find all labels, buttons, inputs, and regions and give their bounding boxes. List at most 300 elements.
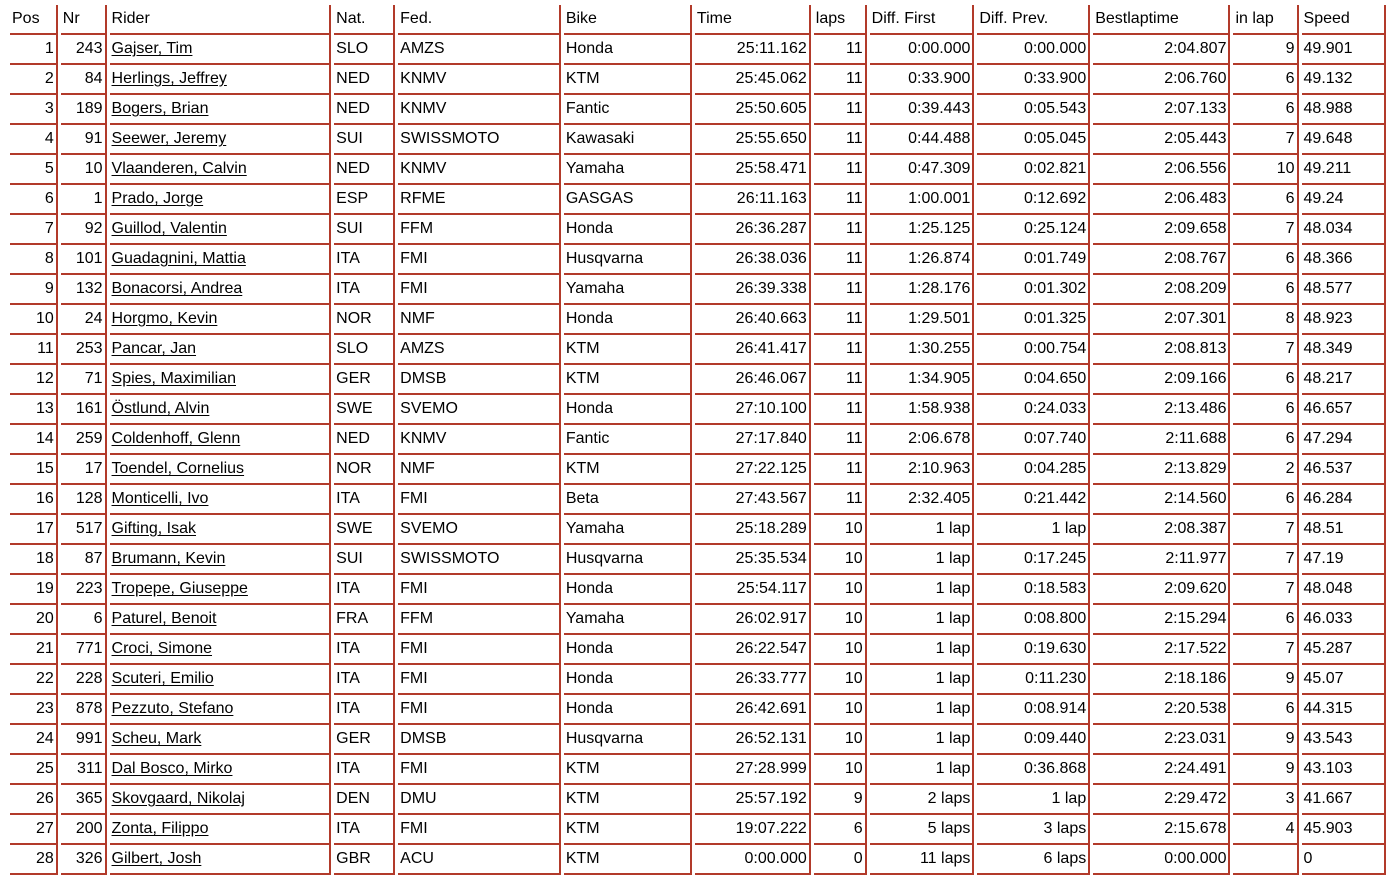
cell-in-lap: 6 bbox=[1233, 245, 1298, 275]
table-row bbox=[10, 65, 1386, 95]
cell-speed: 49.211 bbox=[1302, 155, 1386, 185]
rider-link[interactable]: Bonacorsi, Andrea bbox=[111, 280, 243, 297]
cell-rider bbox=[110, 665, 332, 695]
cell-in-lap: 6 bbox=[1233, 605, 1298, 635]
cell-rider bbox=[110, 605, 332, 635]
cell-pos: 15 bbox=[10, 455, 58, 485]
cell-diff-prev: 0:09.440 bbox=[977, 725, 1090, 755]
cell-nat: NOR bbox=[334, 305, 395, 335]
rider-link[interactable]: Guadagnini, Mattia bbox=[111, 250, 246, 267]
cell-diff-prev: 0:17.245 bbox=[977, 545, 1090, 575]
cell-in-lap: 6 bbox=[1233, 395, 1298, 425]
rider-link[interactable]: Brumann, Kevin bbox=[111, 550, 226, 567]
cell-pos: 9 bbox=[10, 275, 58, 305]
cell-pos: 19 bbox=[10, 575, 58, 605]
cell-nat: ITA bbox=[334, 695, 395, 725]
cell-diff-first: 1:25.125 bbox=[870, 215, 975, 245]
cell-bestlaptime: 0:00.000 bbox=[1093, 845, 1230, 875]
cell-time: 27:10.100 bbox=[695, 395, 811, 425]
cell-pos: 12 bbox=[10, 365, 58, 395]
cell-time: 25:54.117 bbox=[695, 575, 811, 605]
cell-nr: 253 bbox=[61, 335, 107, 365]
cell-bike: Yamaha bbox=[564, 155, 692, 185]
cell-nat: GER bbox=[334, 365, 395, 395]
cell-nr: 189 bbox=[61, 95, 107, 125]
cell-time: 26:02.917 bbox=[695, 605, 811, 635]
table-row bbox=[10, 725, 1386, 755]
cell-fed: KNMV bbox=[398, 425, 561, 455]
cell-diff-first: 1:26.874 bbox=[870, 245, 975, 275]
cell-time: 26:40.663 bbox=[695, 305, 811, 335]
cell-nat: ITA bbox=[334, 815, 395, 845]
cell-diff-first: 1:58.938 bbox=[870, 395, 975, 425]
cell-in-lap: 9 bbox=[1233, 665, 1298, 695]
cell-nat: NED bbox=[334, 95, 395, 125]
cell-laps: 10 bbox=[814, 575, 867, 605]
cell-laps: 11 bbox=[814, 455, 867, 485]
cell-laps: 9 bbox=[814, 785, 867, 815]
cell-diff-first: 11 laps bbox=[870, 845, 975, 875]
rider-link[interactable]: Seewer, Jeremy bbox=[111, 130, 227, 147]
cell-bike: KTM bbox=[564, 335, 692, 365]
cell-in-lap: 6 bbox=[1233, 695, 1298, 725]
cell-laps: 10 bbox=[814, 545, 867, 575]
cell-fed: DMU bbox=[398, 785, 561, 815]
cell-nr: 24 bbox=[61, 305, 107, 335]
rider-link[interactable]: Pancar, Jan bbox=[111, 340, 197, 357]
cell-in-lap: 7 bbox=[1233, 125, 1298, 155]
cell-diff-first: 1:34.905 bbox=[870, 365, 975, 395]
cell-pos: 6 bbox=[10, 185, 58, 215]
col-header-pos: Pos bbox=[10, 5, 58, 35]
cell-nat: ITA bbox=[334, 275, 395, 305]
cell-pos: 24 bbox=[10, 725, 58, 755]
rider-link[interactable]: Scheu, Mark bbox=[111, 730, 202, 747]
cell-rider bbox=[110, 125, 332, 155]
cell-laps: 6 bbox=[814, 815, 867, 845]
cell-diff-first: 0:44.488 bbox=[870, 125, 975, 155]
cell-nat: SLO bbox=[334, 35, 395, 65]
cell-rider bbox=[110, 515, 332, 545]
cell-bestlaptime: 2:08.387 bbox=[1093, 515, 1230, 545]
cell-speed: 41.667 bbox=[1302, 785, 1386, 815]
table-row bbox=[10, 155, 1386, 185]
cell-speed: 48.048 bbox=[1302, 575, 1386, 605]
cell-laps: 11 bbox=[814, 335, 867, 365]
cell-laps: 11 bbox=[814, 125, 867, 155]
rider-link[interactable]: Herlings, Jeffrey bbox=[111, 70, 227, 87]
table-row bbox=[10, 425, 1386, 455]
cell-fed: FMI bbox=[398, 815, 561, 845]
cell-in-lap: 9 bbox=[1233, 755, 1298, 785]
cell-bike: KTM bbox=[564, 815, 692, 845]
cell-bike: Fantic bbox=[564, 95, 692, 125]
cell-nat: SLO bbox=[334, 335, 395, 365]
cell-laps: 10 bbox=[814, 635, 867, 665]
cell-rider bbox=[110, 485, 332, 515]
cell-pos: 18 bbox=[10, 545, 58, 575]
cell-diff-first: 1:30.255 bbox=[870, 335, 975, 365]
cell-speed: 47.19 bbox=[1302, 545, 1386, 575]
rider-link[interactable]: Scuteri, Emilio bbox=[111, 670, 214, 687]
cell-pos: 21 bbox=[10, 635, 58, 665]
cell-bike: Honda bbox=[564, 395, 692, 425]
cell-bestlaptime: 2:15.678 bbox=[1093, 815, 1230, 845]
cell-time: 25:45.062 bbox=[695, 65, 811, 95]
rider-link[interactable]: Vlaanderen, Calvin bbox=[111, 160, 247, 177]
cell-nat: NOR bbox=[334, 455, 395, 485]
rider-link[interactable]: Coldenhoff, Glenn bbox=[111, 430, 241, 447]
col-header-laps: laps bbox=[814, 5, 867, 35]
table-row bbox=[10, 395, 1386, 425]
cell-nr: 259 bbox=[61, 425, 107, 455]
cell-bike: KTM bbox=[564, 845, 692, 875]
rider-link[interactable]: Horgmo, Kevin bbox=[111, 310, 218, 327]
cell-nr: 517 bbox=[61, 515, 107, 545]
cell-diff-prev: 0:04.285 bbox=[977, 455, 1090, 485]
cell-bestlaptime: 2:08.209 bbox=[1093, 275, 1230, 305]
cell-pos: 1 bbox=[10, 35, 58, 65]
cell-rider bbox=[110, 815, 332, 845]
cell-bestlaptime: 2:08.767 bbox=[1093, 245, 1230, 275]
col-header-nat: Nat. bbox=[334, 5, 395, 35]
cell-bike: Honda bbox=[564, 305, 692, 335]
cell-diff-prev: 0:08.914 bbox=[977, 695, 1090, 725]
cell-pos: 11 bbox=[10, 335, 58, 365]
cell-rider bbox=[110, 635, 332, 665]
cell-rider bbox=[110, 425, 332, 455]
cell-bike: Husqvarna bbox=[564, 245, 692, 275]
cell-nr: 771 bbox=[61, 635, 107, 665]
col-header-fed: Fed. bbox=[398, 5, 561, 35]
rider-link[interactable]: Skovgaard, Nikolaj bbox=[111, 790, 245, 807]
cell-in-lap: 6 bbox=[1233, 425, 1298, 455]
cell-nr: 10 bbox=[61, 155, 107, 185]
cell-time: 25:11.162 bbox=[695, 35, 811, 65]
table-row bbox=[10, 305, 1386, 335]
cell-diff-first: 1:29.501 bbox=[870, 305, 975, 335]
cell-in-lap: 9 bbox=[1233, 35, 1298, 65]
cell-speed: 49.24 bbox=[1302, 185, 1386, 215]
cell-nr: 311 bbox=[61, 755, 107, 785]
cell-laps: 11 bbox=[814, 95, 867, 125]
cell-in-lap: 3 bbox=[1233, 785, 1298, 815]
cell-diff-first: 1 lap bbox=[870, 635, 975, 665]
cell-fed: FMI bbox=[398, 245, 561, 275]
cell-diff-first: 1:00.001 bbox=[870, 185, 975, 215]
cell-speed: 46.033 bbox=[1302, 605, 1386, 635]
cell-time: 25:50.605 bbox=[695, 95, 811, 125]
cell-bestlaptime: 2:04.807 bbox=[1093, 35, 1230, 65]
table-row bbox=[10, 545, 1386, 575]
table-row bbox=[10, 845, 1386, 875]
cell-time: 19:07.222 bbox=[695, 815, 811, 845]
cell-bike: Honda bbox=[564, 695, 692, 725]
cell-rider bbox=[110, 395, 332, 425]
rider-link[interactable]: Prado, Jorge bbox=[111, 190, 204, 207]
cell-bike: Yamaha bbox=[564, 515, 692, 545]
cell-pos: 13 bbox=[10, 395, 58, 425]
cell-time: 26:41.417 bbox=[695, 335, 811, 365]
rider-link[interactable]: Bogers, Brian bbox=[111, 100, 209, 117]
cell-diff-prev: 0:01.325 bbox=[977, 305, 1090, 335]
cell-nr: 87 bbox=[61, 545, 107, 575]
cell-in-lap: 6 bbox=[1233, 95, 1298, 125]
cell-laps: 11 bbox=[814, 485, 867, 515]
cell-bestlaptime: 2:08.813 bbox=[1093, 335, 1230, 365]
cell-diff-prev: 0:08.800 bbox=[977, 605, 1090, 635]
cell-nat: NED bbox=[334, 155, 395, 185]
cell-in-lap: 7 bbox=[1233, 215, 1298, 245]
cell-fed: FMI bbox=[398, 695, 561, 725]
col-header-diff-first: Diff. First bbox=[870, 5, 975, 35]
rider-link[interactable]: Östlund, Alvin bbox=[111, 400, 210, 417]
cell-bike: GASGAS bbox=[564, 185, 692, 215]
cell-pos: 10 bbox=[10, 305, 58, 335]
col-header-speed: Speed bbox=[1302, 5, 1386, 35]
cell-bestlaptime: 2:07.301 bbox=[1093, 305, 1230, 335]
cell-bestlaptime: 2:15.294 bbox=[1093, 605, 1230, 635]
cell-rider bbox=[110, 575, 332, 605]
cell-fed: FFM bbox=[398, 605, 561, 635]
cell-nat: ITA bbox=[334, 755, 395, 785]
table-row bbox=[10, 485, 1386, 515]
table-row bbox=[10, 125, 1386, 155]
cell-diff-first: 1 lap bbox=[870, 515, 975, 545]
cell-rider bbox=[110, 785, 332, 815]
cell-bike: Honda bbox=[564, 575, 692, 605]
cell-rider bbox=[110, 155, 332, 185]
cell-in-lap: 4 bbox=[1233, 815, 1298, 845]
cell-diff-prev: 0:07.740 bbox=[977, 425, 1090, 455]
rider-link[interactable]: Spies, Maximilian bbox=[111, 370, 237, 387]
cell-speed: 48.51 bbox=[1302, 515, 1386, 545]
cell-speed: 49.648 bbox=[1302, 125, 1386, 155]
cell-nat: GER bbox=[334, 725, 395, 755]
cell-pos: 22 bbox=[10, 665, 58, 695]
cell-rider bbox=[110, 335, 332, 365]
cell-speed: 49.132 bbox=[1302, 65, 1386, 95]
table-row bbox=[10, 575, 1386, 605]
cell-bestlaptime: 2:13.829 bbox=[1093, 455, 1230, 485]
cell-diff-prev: 0:12.692 bbox=[977, 185, 1090, 215]
cell-pos: 14 bbox=[10, 425, 58, 455]
cell-in-lap: 7 bbox=[1233, 335, 1298, 365]
cell-laps: 10 bbox=[814, 605, 867, 635]
cell-in-lap: 6 bbox=[1233, 365, 1298, 395]
cell-speed: 45.903 bbox=[1302, 815, 1386, 845]
cell-time: 26:39.338 bbox=[695, 275, 811, 305]
cell-time: 26:36.287 bbox=[695, 215, 811, 245]
cell-fed: KNMV bbox=[398, 155, 561, 185]
cell-nr: 243 bbox=[61, 35, 107, 65]
cell-pos: 26 bbox=[10, 785, 58, 815]
table-row bbox=[10, 695, 1386, 725]
rider-link[interactable]: Dal Bosco, Mirko bbox=[111, 760, 233, 777]
table-row bbox=[10, 605, 1386, 635]
table-row bbox=[10, 635, 1386, 665]
rider-link[interactable]: Paturel, Benoit bbox=[111, 610, 217, 627]
cell-in-lap bbox=[1233, 845, 1298, 875]
cell-speed: 46.284 bbox=[1302, 485, 1386, 515]
cell-diff-prev: 1 lap bbox=[977, 785, 1090, 815]
table-row bbox=[10, 755, 1386, 785]
cell-speed: 48.366 bbox=[1302, 245, 1386, 275]
cell-rider bbox=[110, 35, 332, 65]
rider-link[interactable]: Zonta, Filippo bbox=[111, 820, 209, 837]
cell-diff-first: 1 lap bbox=[870, 725, 975, 755]
cell-nat: ITA bbox=[334, 245, 395, 275]
cell-nr: 91 bbox=[61, 125, 107, 155]
cell-speed: 45.07 bbox=[1302, 665, 1386, 695]
cell-bike: Honda bbox=[564, 215, 692, 245]
table-row bbox=[10, 35, 1386, 65]
cell-time: 26:52.131 bbox=[695, 725, 811, 755]
cell-diff-prev: 0:24.033 bbox=[977, 395, 1090, 425]
rider-link[interactable]: Monticelli, Ivo bbox=[111, 490, 209, 507]
cell-pos: 27 bbox=[10, 815, 58, 845]
cell-bike: Honda bbox=[564, 665, 692, 695]
cell-nat: ITA bbox=[334, 665, 395, 695]
cell-diff-first: 2:32.405 bbox=[870, 485, 975, 515]
cell-in-lap: 7 bbox=[1233, 515, 1298, 545]
rider-link[interactable]: Pezzuto, Stefano bbox=[111, 700, 234, 717]
cell-rider bbox=[110, 305, 332, 335]
cell-bestlaptime: 2:17.522 bbox=[1093, 635, 1230, 665]
cell-bike: KTM bbox=[564, 65, 692, 95]
cell-nat: GBR bbox=[334, 845, 395, 875]
cell-nat: SUI bbox=[334, 215, 395, 245]
col-header-nr: Nr bbox=[61, 5, 107, 35]
rider-link[interactable]: Croci, Simone bbox=[111, 640, 213, 657]
cell-nat: SWE bbox=[334, 515, 395, 545]
cell-fed: AMZS bbox=[398, 335, 561, 365]
col-header-bike: Bike bbox=[564, 5, 692, 35]
cell-nat: ITA bbox=[334, 485, 395, 515]
cell-rider bbox=[110, 185, 332, 215]
cell-nat: FRA bbox=[334, 605, 395, 635]
cell-bestlaptime: 2:23.031 bbox=[1093, 725, 1230, 755]
cell-rider bbox=[110, 845, 332, 875]
col-header-time: Time bbox=[695, 5, 811, 35]
cell-time: 26:22.547 bbox=[695, 635, 811, 665]
cell-fed: KNMV bbox=[398, 95, 561, 125]
cell-diff-prev: 0:01.302 bbox=[977, 275, 1090, 305]
cell-diff-prev: 0:04.650 bbox=[977, 365, 1090, 395]
table-row bbox=[10, 815, 1386, 845]
cell-rider bbox=[110, 65, 332, 95]
cell-bike: Beta bbox=[564, 485, 692, 515]
cell-nr: 6 bbox=[61, 605, 107, 635]
cell-diff-prev: 0:21.442 bbox=[977, 485, 1090, 515]
cell-pos: 25 bbox=[10, 755, 58, 785]
rider-link[interactable]: Gilbert, Josh bbox=[111, 850, 202, 867]
cell-speed: 46.537 bbox=[1302, 455, 1386, 485]
cell-bestlaptime: 2:14.560 bbox=[1093, 485, 1230, 515]
cell-pos: 4 bbox=[10, 125, 58, 155]
cell-diff-first: 2:06.678 bbox=[870, 425, 975, 455]
cell-bike: Honda bbox=[564, 35, 692, 65]
cell-time: 26:46.067 bbox=[695, 365, 811, 395]
cell-diff-prev: 6 laps bbox=[977, 845, 1090, 875]
cell-rider bbox=[110, 365, 332, 395]
cell-bestlaptime: 2:29.472 bbox=[1093, 785, 1230, 815]
cell-diff-first: 1:28.176 bbox=[870, 275, 975, 305]
cell-bestlaptime: 2:13.486 bbox=[1093, 395, 1230, 425]
cell-time: 25:58.471 bbox=[695, 155, 811, 185]
cell-fed: SVEMO bbox=[398, 515, 561, 545]
cell-diff-first: 0:39.443 bbox=[870, 95, 975, 125]
cell-nat: NED bbox=[334, 65, 395, 95]
col-header-rider: Rider bbox=[110, 5, 332, 35]
cell-pos: 3 bbox=[10, 95, 58, 125]
col-header-in-lap: in lap bbox=[1233, 5, 1298, 35]
cell-laps: 10 bbox=[814, 695, 867, 725]
table-row bbox=[10, 785, 1386, 815]
cell-diff-first: 0:47.309 bbox=[870, 155, 975, 185]
cell-pos: 5 bbox=[10, 155, 58, 185]
cell-rider bbox=[110, 695, 332, 725]
cell-in-lap: 6 bbox=[1233, 65, 1298, 95]
cell-laps: 11 bbox=[814, 365, 867, 395]
cell-laps: 10 bbox=[814, 665, 867, 695]
cell-laps: 10 bbox=[814, 725, 867, 755]
rider-link[interactable]: Toendel, Cornelius bbox=[111, 460, 245, 477]
cell-diff-prev: 3 laps bbox=[977, 815, 1090, 845]
cell-bike: KTM bbox=[564, 365, 692, 395]
cell-pos: 23 bbox=[10, 695, 58, 725]
rider-link[interactable]: Tropepe, Giuseppe bbox=[111, 580, 248, 597]
cell-diff-first: 1 lap bbox=[870, 755, 975, 785]
cell-diff-prev: 0:25.124 bbox=[977, 215, 1090, 245]
rider-link[interactable]: Gajser, Tim bbox=[111, 40, 193, 57]
table-row bbox=[10, 185, 1386, 215]
cell-nat: ITA bbox=[334, 635, 395, 665]
cell-bike: Kawasaki bbox=[564, 125, 692, 155]
cell-rider bbox=[110, 455, 332, 485]
cell-speed: 45.287 bbox=[1302, 635, 1386, 665]
cell-time: 25:35.534 bbox=[695, 545, 811, 575]
cell-fed: NMF bbox=[398, 305, 561, 335]
cell-in-lap: 7 bbox=[1233, 545, 1298, 575]
cell-nat: SWE bbox=[334, 395, 395, 425]
cell-bike: Yamaha bbox=[564, 275, 692, 305]
cell-bike: Yamaha bbox=[564, 605, 692, 635]
cell-diff-prev: 0:19.630 bbox=[977, 635, 1090, 665]
cell-laps: 11 bbox=[814, 395, 867, 425]
cell-diff-first: 2:10.963 bbox=[870, 455, 975, 485]
rider-link[interactable]: Guillod, Valentin bbox=[111, 220, 227, 237]
cell-rider bbox=[110, 545, 332, 575]
cell-bestlaptime: 2:24.491 bbox=[1093, 755, 1230, 785]
cell-diff-prev: 1 lap bbox=[977, 515, 1090, 545]
cell-fed: FMI bbox=[398, 635, 561, 665]
cell-speed: 48.923 bbox=[1302, 305, 1386, 335]
cell-bike: Honda bbox=[564, 635, 692, 665]
cell-bestlaptime: 2:06.556 bbox=[1093, 155, 1230, 185]
cell-speed: 48.217 bbox=[1302, 365, 1386, 395]
cell-speed: 43.103 bbox=[1302, 755, 1386, 785]
cell-nr: 71 bbox=[61, 365, 107, 395]
cell-fed: SWISSMOTO bbox=[398, 545, 561, 575]
rider-link[interactable]: Gifting, Isak bbox=[111, 520, 197, 537]
cell-nr: 161 bbox=[61, 395, 107, 425]
cell-speed: 49.901 bbox=[1302, 35, 1386, 65]
cell-laps: 10 bbox=[814, 515, 867, 545]
cell-bestlaptime: 2:09.658 bbox=[1093, 215, 1230, 245]
cell-rider bbox=[110, 245, 332, 275]
table-row bbox=[10, 245, 1386, 275]
